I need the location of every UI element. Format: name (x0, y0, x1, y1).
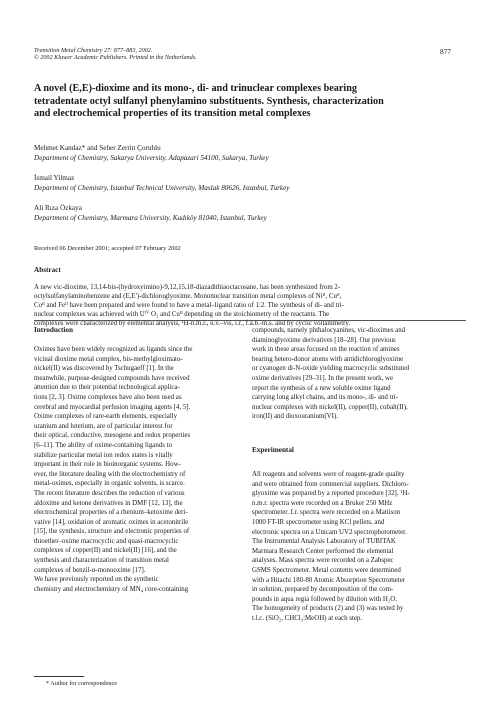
author-affiliation: Department of Chemistry, Istanbul Technical University, Maslak 80626, Istanbul, Turkey (34, 184, 290, 193)
body-line: uranium and lutetium, are of particular interest for (34, 422, 173, 430)
body-line: spectrometer. I.r. spectra were recorded on a Mattison (252, 509, 401, 517)
body-line: bearing hetero-donor atoms with antidichloroglyoxime (252, 355, 404, 363)
correspondence-footnote: * Author for correspondence (46, 680, 117, 687)
journal-header (34, 47, 197, 62)
body-line: GSMS Spectrometer. Metal contents were determined (252, 566, 401, 574)
body-line: t.l.c. (SiO₂, CHCl₃:MeOH) at each step. (252, 614, 363, 622)
article-title (34, 83, 466, 121)
author-affiliation: Department of Chemistry, Marmara University, Kadıköy 81040, Istanbul, Turkey (34, 214, 267, 223)
abstract-heading: Abstract (34, 266, 61, 274)
body-line: meanwhile, purpose-designed compounds have received (34, 374, 190, 382)
author-block (34, 203, 466, 224)
body-line: and were obtained from commercial suppliers. Dichloro- (252, 480, 409, 488)
body-line: vicinal dioxime metal complex, bis-methylgloximato- (34, 355, 183, 363)
introduction-heading: Introduction (34, 326, 74, 334)
body-line: The homogeneity of products (2) and (3) was tested by (252, 605, 404, 613)
body-line: [15], the synthesis, structure and electronic properties of (34, 528, 190, 536)
body-line: n.m.r. spectra were recorded on a Bruker 250 MHz (252, 499, 393, 507)
title-line: and electrochemical properties of its transition metal complexes (34, 108, 311, 120)
body-line: vative [14], oxidation of aromatic oximes in acetonitrile (34, 518, 189, 526)
author-block (34, 143, 466, 164)
author-affiliation: Department of Chemistry, Sakarya University, Adapazari 54100, Sakarya, Turkey (34, 154, 269, 163)
body-line: or cyanogen di-N-oxide yielding macrocyclic substituted (252, 365, 410, 373)
body-line: synthesis and characterization of transition metal (34, 557, 169, 565)
author-names: İsmail Yilmaz (34, 174, 75, 182)
body-line: cerebral and myocardial perfusion imaging agents [4, 5]. (34, 403, 191, 411)
body-line: chemistry and electrochemistry of MN₄ core-containing (34, 585, 189, 593)
footnote-divider (34, 676, 84, 677)
body-line: ever, the literature dealing with the electrochemistry of (34, 470, 186, 478)
body-line: All reagents and solvents were of reagent-grade quality (252, 471, 405, 478)
page-number: 877 (440, 47, 452, 56)
introduction-body (34, 345, 246, 594)
body-line: their optical, conductive, mesogene and redox properties (34, 432, 191, 440)
body-line: The Instrumental Analysis Laboratory of TUBITAK (252, 538, 396, 546)
body-line: complexes of copper(II) and nickel(II) [16], and the (34, 547, 177, 555)
body-line: thioether–oxime macrocyclic and quasi-macrocyclic (34, 537, 179, 545)
body-line: We have previously reported on the synthetic (34, 576, 159, 584)
body-line: stabilize particular metal ion redox states is vitally (34, 451, 173, 459)
title-line: A novel (E,E)-dioxime and its mono-, di- and trinuclear complexes bearing (34, 83, 357, 94)
body-line: aldoxime and ketone derivatives in DMF [12, 13], the (34, 499, 183, 507)
body-line: carrying long alkyl chains, and its mono-, di- and tri- (252, 394, 399, 402)
body-line: nuclear complexes with nickel(II), copper(II), cobalt(II), (252, 403, 408, 411)
body-line: work in these areas focused on the reaction of amines (252, 346, 400, 354)
body-line: pounds in aqua regia followed by dilution with H₂O. (252, 595, 397, 603)
abstract-body (34, 284, 466, 329)
body-line: attention due to their potential technological applica- (34, 384, 180, 392)
body-line: analyses. Mass spectra were recorded on a Zabspec (252, 557, 394, 565)
body-line: nickel(II) was discovered by Tschugaeff [1]. In the (34, 365, 174, 373)
abstract-line: A new vic-dioxime, 13,14-bis-(hydroxyimino)-9,12,15,18-diazadithiaoctacosane, has been synthesized from 2- (34, 284, 341, 291)
body-line: report the synthesis of a new soluble oxime ligand (252, 384, 391, 392)
body-line: tions [2, 3]. Oxime complexes have also been used as (34, 393, 182, 401)
body-line: compounds, namely phthalocyanines, vic-dioximes and (252, 327, 406, 334)
body-line: metal-oximes, especially in organic solvents, is scarce. (34, 480, 185, 488)
body-line: glyoxime was prepared by a reported procedure [32]. ¹H- (252, 490, 410, 498)
abstract-divider (34, 320, 466, 321)
body-line: Oxime complexes of rare-earth elements, especially (34, 413, 178, 421)
right-column-intro-continued (252, 326, 466, 422)
experimental-body (252, 470, 466, 624)
author-names: Mehmet Kandaz* and Seher Zerrin Çoruhlu (34, 144, 161, 152)
abstract-line: nuclear complexes was achieved with Uᴵⱽ O₂ and Cuᴵᴵ depending on the stoichiometry of the reactants. The (34, 310, 330, 318)
journal-citation: Transition Metal Chemistry 27: 877–883, 2002. (34, 47, 153, 54)
body-line: electrochemical properties of a rhenium–ketoxime deri- (34, 509, 188, 517)
body-line: with a Hitachi 180-80 Atomic Absorption Spectrometer (252, 576, 406, 584)
body-line: Marmara Research Center performed the elemental (252, 547, 394, 555)
body-line: complexes of benzil-α-monooxime [17]. (34, 566, 146, 574)
body-line: diaminoglyoxime derivatives [18–28]. Our previous (252, 336, 396, 344)
body-line: 1000 FT-IR spectrometer using KCl pellets, and (252, 518, 385, 526)
author-names: Ali Rıza Özkaya (34, 204, 82, 212)
experimental-heading: Experimental (252, 446, 294, 454)
title-line: tetradentate octyl sulfanyl phenylamino substituents. Synthesis, characterization (34, 95, 384, 107)
body-line: The recent literature describes the reduction of various (34, 489, 185, 497)
copyright-notice: © 2002 Kluwer Academic Publishers. Printed in the Netherlands. (34, 54, 197, 62)
body-line: iron(II) and dioxouranium(VI). (252, 413, 338, 421)
abstract-line: complexes were characterized by elemental analysis, ¹H-n.m.r., u.v.–vis, i.r., f.a.b.-m.s. and by cyclic voltammetry. (34, 319, 351, 327)
body-line: electronic spectra on a Unicam UV2 spectrophotometer. (252, 528, 407, 536)
body-line: in solution, prepared by decomposition of the com- (252, 586, 394, 594)
body-line: oxime derivatives [29–31]. In the present work, we (252, 374, 394, 382)
abstract-line: Coᴵᴵ and Feᴵᴵ have been prepared and were found to have a metal–ligand ratio of 1:2. The synthesis of di- and tri- (34, 301, 345, 309)
abstract-line: octylsulfanylaminobenzene and (E,E')-dichloroglyoxime. Mononuclear transition metal complexes of Niᴵᴵ, Cuᴵᴵ, (34, 292, 342, 300)
body-line: Oximes have been widely recognized as ligands since the (34, 346, 193, 353)
author-block (34, 173, 466, 194)
body-line: [6–11]. The ability of oxime-containing ligands to (34, 441, 172, 449)
received-date: Received 06 December 2001; accepted 07 February 2002 (34, 245, 181, 252)
body-line: important in their role in bioinorganic systems. How- (34, 461, 181, 469)
